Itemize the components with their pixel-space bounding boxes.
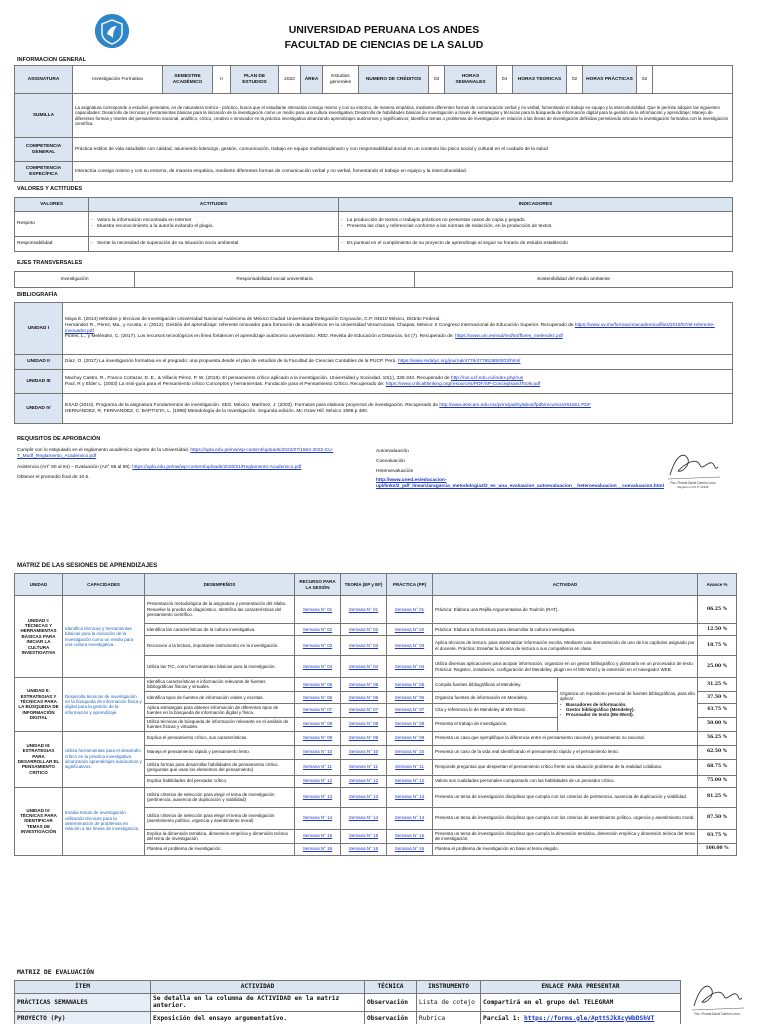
requisitos-title: REQUISITOS DE APROBACIÓN (17, 436, 101, 442)
practica-link[interactable]: Semana N° 13 (394, 794, 425, 800)
unit-name: UNIDAD IV: TÉCNICAS PARA IDENTIFICAR TEMAS DE INVESTIGACIÓN (15, 787, 63, 855)
recurso-link[interactable]: Semana N° 05 (302, 681, 333, 687)
requisito-text: Asistencia (Art° 80 al 84) – Evaluación (Art° 85 al 98): (17, 464, 131, 470)
plan-label: PLAN DE ESTUDIOS (231, 66, 279, 94)
ev-instrumento: Rubrica (417, 1011, 481, 1024)
sumilla-text: La asignatura corresponde a estudios generales, es de naturaleza teórico - práctico, busca que el estudiante interactúa consigo mismo y con su entorno, de manera empática, mediante diferentes formas de comunicación verbal y no verbal, fomentando el trabajo en equipo y la interculturalidad. Que le permite adquirir las siguientes capacidades: Desarrollo de técnicas y herramientas básicas para la iniciación de la investigación como un medio para una cultura investigativa; Desarrollo de habilidades básicas de investigación a través de estrategias y técnicas para la búsqueda de información digital para la gestión de la información y aprendizaje; Manejo de diferentes formas y niveles del pensamiento nacional, analítico, crítico, creativo e innovador en la práctica investigativa alcanzando aprendizajes autónomos y significativos; Identifica temas o problemas de investigación en relación a las líneas de investigación definidas permitiendo articular la investigación formativa con la investigación científica. (73, 94, 733, 138)
signature-stamp (662, 445, 724, 493)
desempeno: Identifica tipos de fuentes de información orales y escritas. (145, 691, 295, 703)
desempeno: Explica el pensamiento crítico, sus características. (145, 731, 295, 745)
teoria-link[interactable]: Semana N° 07 (348, 707, 379, 713)
ev-instrumento: Lista de cotejo (417, 994, 481, 1012)
teoria-link[interactable]: Semana N° 11 (349, 764, 378, 770)
actividad: Aplica técnicas de lectura, para sistematizar información escrita. Mediante una demostración de uno de los capítulos asignado por el docente. Práctica: Enseñar la técnica de lectura a sus compañeros en clase. (433, 636, 698, 656)
bibliografia-title: BIBLIOGRAFÍA (17, 292, 58, 298)
unidad-iii-label: UNIDAD III (15, 370, 63, 394)
teoria-link[interactable]: Semana N° 09 (348, 735, 379, 741)
practica-link[interactable]: Semana N° 08 (394, 721, 425, 727)
recurso-link[interactable]: Semana N° 13 (302, 794, 333, 800)
evaluation-link[interactable]: http://www.uned.es/educacion-upl/links/2_pdf_linea/claragarcia_metodologia3/2_es_una_evaluacion_autoevaluacion__heteroevaluacion__coevaluacion.html (376, 478, 664, 489)
avance-percent: 75.00 % (698, 775, 737, 787)
desempeno: Maneja el pensamiento rápido y pensamiento lento. (145, 745, 295, 759)
practica-link[interactable]: Semana N° 16 (394, 846, 425, 852)
recurso-link[interactable]: Semana N° 15 (302, 833, 333, 839)
col-desempenos: DESEMPEÑOS (145, 574, 295, 596)
avance-percent: 62.50 % (698, 745, 737, 759)
teoria-link[interactable]: Semana N° 10 (348, 749, 379, 755)
ev-actividad: Exposición del ensayo argumentativo. (151, 1011, 365, 1024)
side-item: - Procesador de texto (Ms-Word). (560, 712, 695, 717)
evaluacion-row (15, 1011, 681, 1024)
signature-stamp-bottom (686, 976, 748, 1024)
ev-enlace: Parcial 1: (483, 1014, 521, 1022)
recurso-link[interactable]: Semana N° 03 (302, 642, 333, 648)
teoria-link[interactable]: Semana N° 04 (348, 663, 379, 669)
general-info-table (14, 65, 733, 182)
desempeno: Identifica las características de la cultura investigativa. (145, 624, 295, 636)
desempeno: Utiliza formas para desarrollar habilidades de pensamiento crítico. (preguntas que usan los elementos del pensamiento) (145, 759, 295, 775)
avance-percent: 37.50 % (698, 691, 737, 703)
evaluation-mode: Coevaluación (376, 458, 406, 464)
ev-col-instrumento: INSTRUMENTO (417, 981, 481, 994)
desempeno: Utiliza técnicas de búsqueda de información relevante en el análisis de fuentes físicas y virtuales. (145, 717, 295, 731)
col-avance: Avance % (698, 574, 737, 596)
document-header (0, 8, 768, 54)
teoria-link[interactable]: Semana N° 13 (348, 794, 379, 800)
recurso-link[interactable]: Semana N° 10 (302, 749, 333, 755)
bib-reference: HERNANDEZ, R. FERNANDEZ, C. BAPTISTA, L. (1998) Metodología de la Investigación. Segunda edición. Mc Graw Hill. México 1998.p 480. (65, 408, 369, 414)
actividad: Presenta el trabajo de investigación. (433, 717, 558, 731)
valores-title: VALORES Y ACTITUDES (17, 186, 83, 192)
practica-link[interactable]: Semana N° 09 (394, 735, 425, 741)
actividad: Plantea el problema de investigación en base al tema elegido. (433, 843, 698, 855)
teoria-link[interactable]: Semana N° 16 (348, 846, 379, 852)
recurso-link[interactable]: Semana N° 09 (302, 735, 333, 741)
signature-name: Psc. Fiorela David Carrión León (694, 1012, 740, 1016)
session-row (15, 787, 737, 807)
requisitos-box (14, 445, 732, 505)
avance-percent: 12.50 % (698, 624, 737, 636)
actividad: Cita y referencia lo de Mendeley al MS-Word. (433, 703, 558, 717)
avance-percent: 56.25 % (698, 731, 737, 745)
actitudes-header: ACTITUDES (89, 198, 339, 212)
desempeno: Utiliza criterios de selección para elegir el tema de investigación (asentimiento político, urgencia y asentimiento moral) (145, 807, 295, 829)
actividad: Responde preguntas que despiertan el pensamiento crítico frente una situación problema de la realidad cotidiana. (433, 759, 698, 775)
actividad: Compila fuentes bibliográficas al Mendeley. (433, 678, 558, 692)
bib-link[interactable]: http://www.itescam.edu.mx/principal/sylabus/fpdb/recursos/r61561.PDF (439, 402, 591, 408)
teoria-link[interactable]: Semana N° 14 (348, 815, 379, 821)
recurso-link[interactable]: Semana N° 12 (302, 778, 333, 784)
signature-reg: Registro C.Ps.P. 12345 (677, 485, 709, 489)
actividad: Práctica: Elabora una Rejilla Argumentativa de Toulmin (RAT). (433, 596, 698, 624)
ev-item: PRÁCTICAS SEMANALES (15, 994, 151, 1012)
col-recurso: RECURSO PARA LA SESIÓN (295, 574, 341, 596)
avance-percent: 93.75 % (698, 829, 737, 843)
reglamento-link[interactable]: https://upla.edu.pe/nw/wp-content/uploads/2022/07/1562-2022-CU-T_Modf_Reglamento_Academico.pdf (17, 448, 334, 459)
actitud-item: - Muestra reconocimiento a la autoría evitando el plagio. (91, 224, 336, 230)
competencia-general-label: COMPETENCIA GENERAL (15, 138, 73, 162)
practica-link[interactable]: Semana N° 01 (394, 606, 425, 612)
eje-item: Investigación (15, 272, 135, 288)
desempeno: Reconoce a la lectura, importante instrumento en la investigación. (145, 636, 295, 656)
indicador-item: - Presenta las citas y referencias conforme a las normas de redacción, en la producción de textos. (341, 224, 730, 230)
ev-enlace: Compartirá en el grupo del TELEGRAM (481, 994, 681, 1012)
eje-item: Sostenibilidad del medio ambiente (415, 272, 733, 288)
bib-reference: Paul, R y Elder L. (2003) La mini-guía para el Pensamiento crítico Conceptos y herramientas. Fundación para el Pensamiento Crítico. Recuperado de: (65, 381, 385, 387)
desempeno: Utiliza las TIC, como herramientas básicas para la investigación. (145, 656, 295, 678)
indicadores-header: INDICADORES (339, 198, 733, 212)
col-practica: PRÁCTICA (PP) (387, 574, 433, 596)
valores-row (15, 212, 733, 237)
valores-table (14, 197, 733, 252)
actividad: Utiliza diversas aplicaciones para acopiar información, organizar en un gestor bibliográfico y plasmarlo en un procesador de texto. Práctica: Registro, instalación, configuración del Mendeley, plugin en el MS-Word y la extensión en el navegador WEB. (433, 656, 698, 678)
matriz-title: MATRIZ DE LAS SESIONES DE APRENDIZAJES (17, 562, 158, 569)
session-row (15, 596, 737, 624)
evaluation-mode: Autoevaluación (376, 449, 409, 454)
practica-link[interactable]: Semana N° 06 (394, 694, 425, 700)
avance-percent: 06.25 % (698, 596, 737, 624)
practica-link[interactable]: Semana N° 11 (395, 764, 424, 770)
unit-name: UNIDAD II: ESTRATEGIAS Y TÉCNICAS PARA LA BÚSQUEDA DE INFORMACIÓN DIGITAL (15, 678, 63, 732)
bib-reference: Hernández R., Pérez, Ma., y Acosta, e. (2012). Gestión del aprendizaje: referente innovador para formación de académicos en la Universidad Veracruzana. Chiapas, México: II Congreso Internacional de Educación Superior. Recuperado de (65, 322, 574, 328)
col-teoria: TEORÍA (EP y EF) (341, 574, 387, 596)
unidad-ii-label: UNIDAD II (15, 355, 63, 370)
bib-link[interactable]: https://www.redalyc.org/journal/4776/477653850003/html/ (397, 359, 521, 365)
area-value: Estudios generales (323, 66, 359, 94)
eje-item: Responsabilidad social universitaria (135, 272, 415, 288)
actividad: Práctica: Elabora la Estructura para desarrollar la cultura investigativa. (433, 624, 698, 636)
avance-percent: 81.25 % (698, 787, 737, 807)
actitud-item: - Siente la necesidad de superación de su situación socio ambiental (91, 241, 336, 247)
practica-link[interactable]: Semana N° 12 (394, 778, 425, 784)
avance-percent: 68.75 % (698, 759, 737, 775)
unit-name: UNIDAD I: TÉCNICAS Y HERRAMIENTAS BÁSICAS PARA INICIAR LA CULTURA INVESTIGATIVA (15, 596, 63, 678)
parcial-form-link[interactable]: https://forms.gle/ApttSJkXcyWbDShVT (524, 1014, 655, 1022)
practicas-label: HORAS PRÁCTICAS (583, 66, 637, 94)
teoricas-label: HORAS TEORICAS (513, 66, 567, 94)
bib-reference: ESAD (2010). Programa de la asignatura Fundamentos de investigación. SES. México. Martínez, J. (2003). Formatos para elaborar proyectos de investigación. Recuperado de (65, 402, 439, 408)
avance-percent: 18.75 % (698, 636, 737, 656)
requisito-text: Cumplir con lo estipulado en el reglamento académico vigente de la Universidad. (17, 448, 189, 453)
session-row (15, 731, 737, 745)
desempeno: Plantea el problema de investigación. (145, 843, 295, 855)
bib-link[interactable]: https://www.uv.mx/formacionacademica/files/2019/07/el-referente-innovador.pdf (65, 322, 715, 334)
recurso-link[interactable]: Semana N° 16 (302, 846, 333, 852)
bibliografia-table (14, 302, 733, 424)
area-label: ÁREA (301, 66, 323, 94)
evaluation-mode: Heteroevaluación (376, 468, 414, 474)
practica-link[interactable]: Semana N° 03 (394, 642, 425, 648)
desempeno: Explica la dimensión temática, dimensión empírica y dimensión teórica del tema de investigación (145, 829, 295, 843)
desempeno: Explica habilidades del pensador crítico. (145, 775, 295, 787)
col-unidad: UNIDAD (15, 574, 63, 596)
col-capacidades: CAPACIDADES (63, 574, 145, 596)
bib-link[interactable]: http://rus.ucf.edu.cu/index.php/rus (450, 375, 524, 381)
university-name: UNIVERSIDAD PERUANA LOS ANDES (288, 24, 480, 36)
creditos-value: 03 (429, 66, 445, 94)
ev-col-enlace: ENLACE PARA PRESENTAR (481, 981, 681, 994)
teoria-link[interactable]: Semana N° 12 (348, 778, 379, 784)
ev-col-tecnica: TÉCNICA (365, 981, 417, 994)
practica-link[interactable]: Semana N° 04 (394, 663, 425, 669)
avance-percent: 50.00 % (698, 717, 737, 731)
bib-reference: Flores, L., y Meléndez, C. (2017). Los recursos tecnológicos en línea fortalecen el aprendizaje autónomo universitario. RED. Revista de Educación a Distancia, 54 (7). Recuperado de: (65, 334, 454, 340)
competencia-general-text: Práctica estilos de vida saludable con calidad, asumiendo liderazgo, gestión, comunicación, trabajo en equipo multidisciplinario y con responsabilidad social en un contexto bio psico social y cultural en el cuidado de la salud (73, 138, 733, 162)
actividad: Presenta un caso de la vida real identificando el pensamiento rápido y el pensamiento lento. (433, 745, 698, 759)
actividad: Organiza fuentes de información en Mendeley. (433, 691, 558, 703)
recurso-link[interactable]: Semana N° 01 (302, 606, 333, 612)
evaluacion-table (14, 980, 681, 1024)
ev-tecnica: Observación (365, 994, 417, 1012)
ejes-table (14, 271, 733, 288)
practica-link[interactable]: Semana N° 02 (394, 626, 425, 632)
unit-capacidad: Evalúa temas de investigación utilizando técnicas para la determinación de problemas en relación a las líneas de investigación. (63, 787, 145, 855)
indicador-item: - La producción de textos o trabajos prácticos no presentan casos de copia y pegado. (341, 218, 730, 224)
practica-link[interactable]: Semana N° 07 (394, 707, 425, 713)
session-row (15, 678, 737, 692)
semanales-label: HORAS SEMANALES (445, 66, 497, 94)
unit-side-activity (558, 678, 698, 732)
desempeno: Utiliza criterios de selección para elegir el tema de investigación (pertinencia, ausencia de duplicación y viabilidad) (145, 787, 295, 807)
teoricas-value: 02 (567, 66, 583, 94)
unit-capacidad: Desarrolla técnicas de investigación en la búsqueda de información física y digital para la gestión de la información y aprendizaje. (63, 678, 145, 732)
creditos-label: NUMERO DE CRÉDITOS (359, 66, 429, 94)
indicador-item: - Es puntual en el cumplimiento de su proyecto de aprendizaje al seguir su horario de estudio establecido (341, 241, 730, 247)
recurso-link[interactable]: Semana N° 14 (302, 815, 333, 821)
general-info-title: INFORMACION GENERAL (17, 57, 86, 63)
ev-tecnica: Observación (365, 1011, 417, 1024)
actividad: Presenta un tema de investigación disciplinar que cumpla la dimensión temática, dimensión empírica y dimensión teórica del tema de investigación. (433, 829, 698, 843)
teoria-link[interactable]: Semana N° 03 (348, 642, 379, 648)
practica-link[interactable]: Semana N° 15 (394, 833, 425, 839)
valor-name: Responsabilidad (15, 237, 89, 252)
practica-link[interactable]: Semana N° 05 (394, 681, 425, 687)
bib-link[interactable]: https://www.criticalthinking.org/resources/PDF/SP-ConceptsandTools.pdf (385, 381, 541, 387)
bib-reference: Maya E. (2014) Métodos y técnicas de investigación Universidad Nacional Autónoma de México Ciudad Universitaria Delegación Coyoacán, C.P. 04510 México, Distrito Federal. (65, 317, 441, 322)
semanales-value: 04 (497, 66, 513, 94)
desempeno: Presentación metodológica de la asignatura y presentación del silabo. Resuelve la prueba de diagnóstico. Identifica las características del pensamiento científico. (145, 596, 295, 624)
bib-reference: Machuy Castro, R., Franco Cortazar, D. E., & Villacis Pérez, P. W. (2018). El pensamiento crítico aplicado a la investigación. Universidad y Sociedad, 10(1), 336-342. Recuperado de (65, 375, 450, 381)
avance-percent: 31.25 % (698, 678, 737, 692)
asignatura-value: Investigación Formativa (73, 66, 163, 94)
practica-link[interactable]: Semana N° 14 (394, 815, 425, 821)
avance-percent: 43.75 % (698, 703, 737, 717)
practicas-value: 02 (637, 66, 653, 94)
unidad-iv-label: UNIDAD IV (15, 394, 63, 424)
recurso-link[interactable]: Semana N° 11 (303, 764, 332, 770)
ev-actividad: Se detalla en la columna de ACTIVIDAD en la matriz anterior. (151, 994, 365, 1012)
actividad: Presenta un caso que ejemplifique la diferencia entre el pensamiento racional y pensamiento no racional. (433, 731, 698, 745)
actividad: Presenta un tema de investigación disciplinar que cumpla con los criterios de asentimiento político, urgencia y asentimiento moral. (433, 807, 698, 829)
ev-item: PROYECTO (Py) (15, 1011, 151, 1024)
ev-col-item: ÍTEM (15, 981, 151, 994)
semestre-label: SEMESTRE ACADÉMICO (163, 66, 213, 94)
col-actividad: ACTIVIDAD (433, 574, 698, 596)
teoria-link[interactable]: Semana N° 05 (348, 681, 379, 687)
actividad: Presenta un tema de investigación disciplinar que cumpla con los criterios de pertinencia, ausencia de duplicación y viabilidad. (433, 787, 698, 807)
ejes-title: EJES TRANSVERSALES (17, 260, 83, 266)
bib-link[interactable]: https://www.um.es/ead/red/54/flores_melendez.pdf (455, 334, 563, 340)
faculty-name: FACULTAD DE CIENCIAS DE LA SALUD (284, 39, 484, 51)
evaluacion-title: MATRIZ DE EVALUACIÓN (17, 968, 94, 976)
valor-name: Respeto (15, 212, 89, 237)
unit-capacidad: Utiliza herramientas para el desarrollo crítico en la práctica investigativa alcanzando aprendizajes autónomos y significativos. (63, 731, 145, 787)
requisito-text: Obtener el promedio final de 10.5. (17, 475, 90, 481)
avance-percent: 25.00 % (698, 656, 737, 678)
teoria-link[interactable]: Semana N° 15 (348, 833, 379, 839)
unidad-i-label: UNIDAD I (15, 303, 63, 355)
desempeno: Identifica características e información relevante de fuentes bibliográficas físicas y virtuales. (145, 678, 295, 692)
plan-value: 2022 (279, 66, 301, 94)
recurso-link[interactable]: Semana N° 04 (302, 663, 333, 669)
sumilla-label: SUMILLA (15, 94, 73, 138)
recurso-link[interactable]: Semana N° 07 (302, 707, 333, 713)
desempeno: Aplica estrategias para obtener información de diferentes tipos de fuentes en la búsqueda de información digital y física. (145, 703, 295, 717)
teoria-link[interactable]: Semana N° 02 (348, 626, 379, 632)
avance-percent: 87.50 % (698, 807, 737, 829)
evaluacion-row (15, 994, 681, 1012)
competencia-especifica-text: Interactúa consigo mismo y con su entorno, de manera empática, mediante diferentes formas de comunicación verbal y no verbal, fomentando el trabajo en equipo y la interculturalidad. (73, 162, 733, 182)
side-item: - Buscadores de información. (560, 702, 695, 707)
matriz-table (14, 573, 737, 856)
teoria-link[interactable]: Semana N° 06 (348, 694, 379, 700)
reglamento-link[interactable]: https://upla.edu.pe/nw/wp-content/uploads/2020/01/Reglamento-Academico.pdf (132, 464, 302, 470)
teoria-link[interactable]: Semana N° 08 (348, 721, 379, 727)
competencia-especifica-label: COMPETENCIA ESPECÍFICA (15, 162, 73, 182)
avance-percent: 100.00 % (698, 843, 737, 855)
ev-col-actividad: ACTIVIDAD (151, 981, 365, 994)
recurso-link[interactable]: Semana N° 08 (302, 721, 333, 727)
unit-name: UNIDAD III: ESTRATEGIAS PARA DESARROLLAR EL PENSAMIENTO CRÍTICO (15, 731, 63, 787)
side-item: - Gestor bibliográfico (Mendeley). (560, 707, 695, 712)
recurso-link[interactable]: Semana N° 06 (302, 694, 333, 700)
practica-link[interactable]: Semana N° 10 (394, 749, 425, 755)
actividad: Valora sus cualidades personales comparando con las habilidades de un pensador crítico. (433, 775, 698, 787)
signature-name: Psc. Fiorela David Carrión León (670, 481, 716, 485)
bib-reference: Díaz, O. (2017) La investigación formativa en el pregrado: una propuesta desde el plan de estudios de la Facultad de Ciencias Contables de la PUCP. Perú. (65, 359, 397, 365)
actitud-item: - Valora la información encontrada en Internet (91, 218, 336, 224)
side-intro: Organiza un repositorio personal de fuentes bibliográficas, para ello aplicar: (560, 690, 695, 702)
asignatura-label: ASIGNATURA (15, 66, 73, 94)
recurso-link[interactable]: Semana N° 02 (302, 626, 333, 632)
valores-row (15, 237, 733, 252)
unit-capacidad: Identifica técnicas y herramientas básicas para la iniciación de la investigación como un medio para una cultura investigativa. (63, 596, 145, 678)
teoria-link[interactable]: Semana N° 01 (348, 606, 379, 612)
valores-header: VALORES (15, 198, 89, 212)
semestre-value: II (213, 66, 231, 94)
